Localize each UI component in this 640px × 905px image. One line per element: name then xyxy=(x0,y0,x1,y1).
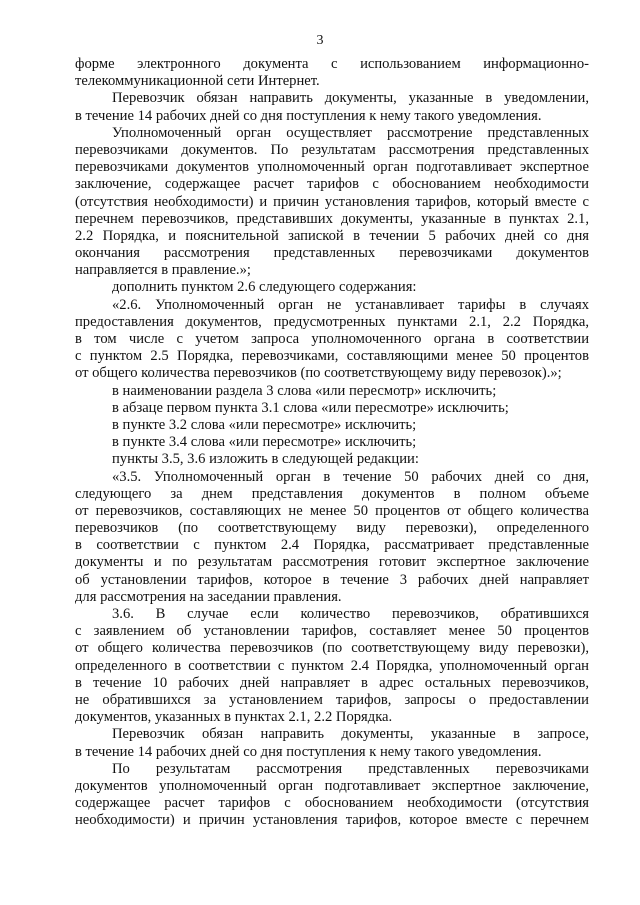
text-line: дополнить пунктом 2.6 следующего содержания: xyxy=(112,279,417,296)
text-line: для рассмотрения на заседании правления. xyxy=(75,588,342,605)
text-line: содержащее расчет тарифов с обоснованием необходимости (отсутствия xyxy=(75,795,589,812)
text-line: в пункте 3.4 слова «или пересмотре» исключить; xyxy=(112,434,417,451)
text-line: документов, указанных в пунктах 2.1, 2.2 Порядка. xyxy=(75,709,393,726)
text-line: с заявлением об установлении тарифов, составляет менее 50 процентов xyxy=(75,623,589,640)
text-line: от общего количества перевозчиков (по соответствующему виду перевозки), xyxy=(75,640,589,657)
text-line: направляется в правление.»; xyxy=(75,262,251,279)
text-line: предоставления документов, предусмотренных пунктами 2.1, 2.2 Порядка, xyxy=(75,313,589,330)
text-line: перевозчиками документов уполномоченный орган подготавливает экспертное xyxy=(75,159,589,176)
text-line: По результатам рассмотрения представленных перевозчиками xyxy=(112,760,589,777)
text-line: в наименовании раздела 3 слова «или пересмотр» исключить; xyxy=(112,382,497,399)
text-line: «2.6. Уполномоченный орган не устанавливает тарифы в случаях xyxy=(112,296,589,313)
text-line: форме электронного документа с использованием информационно- xyxy=(75,56,589,72)
text-line: от общего количества перевозчиков (по соответствующему виду перевозок).»; xyxy=(75,365,562,382)
text-line: заключение, содержащее расчет тарифов с обоснованием необходимости xyxy=(75,176,589,193)
text-line: в пункте 3.2 слова «или пересмотре» исключить; xyxy=(112,416,417,433)
text-line: в соответствии с пунктом 2.4 Порядка, рассматривает представленные xyxy=(75,537,589,554)
text-line: документы и по результатам рассмотрения готовит экспертное заключение xyxy=(75,554,589,571)
document-body xyxy=(75,56,589,829)
text-line: в течение 14 рабочих дней со дня поступления к нему такого уведомления. xyxy=(75,107,542,124)
text-line: телекоммуникационной сети Интернет. xyxy=(75,73,320,90)
text-line: с пунктом 2.5 Порядка, перевозчиками, составляющими менее 50 процентов xyxy=(75,348,589,365)
text-line: Уполномоченный орган осуществляет рассмотрение представленных xyxy=(112,124,589,141)
text-line: необходимости) и причин установления тарифов, которое вместе с перечнем xyxy=(75,812,589,829)
text-line: в абзаце первом пункта 3.1 слова «или пересмотре» исключить; xyxy=(112,399,509,416)
text-line: в течение 10 рабочих дней направляет в адрес остальных перевозчиков, xyxy=(75,674,589,691)
text-line: 3.6. В случае если количество перевозчиков, обратившихся xyxy=(112,606,589,622)
text-line: в течение 14 рабочих дней со дня поступления к нему такого уведомления. xyxy=(75,743,542,760)
text-line: от перевозчиков, составляющих не менее 50 процентов от общего количества xyxy=(75,502,589,519)
text-line: документов уполномоченный орган подготавливает экспертное заключение, xyxy=(75,777,589,794)
text-line: пункты 3.5, 3.6 изложить в следующей редакции: xyxy=(112,451,419,468)
text-line: в том числе с учетом запроса уполномоченного органа в соответствии xyxy=(75,331,589,347)
text-line: (отсутствия необходимости) и причин установления тарифов, который вместе с xyxy=(75,193,589,210)
page-number: 3 xyxy=(316,33,324,48)
text-line: окончания рассмотрения представленных перевозчиками документов xyxy=(75,245,589,262)
text-line: перечнем перевозчиков, представивших документы, указанные в пунктах 2.1, xyxy=(75,210,589,227)
text-line: перевозчиками документов. По результатам рассмотрения представленных xyxy=(75,141,589,158)
text-line: «3.5. Уполномоченный орган в течение 50 рабочих дней со дня, xyxy=(112,468,589,485)
text-line: перевозчиков (по соответствующему виду перевозки), определенного xyxy=(75,520,589,537)
text-line: об установлении тарифов, которое в течение 3 рабочих дней направляет xyxy=(75,571,589,588)
text-line: Перевозчик обязан направить документы, указанные в запросе, xyxy=(112,726,589,743)
text-line: не обратившихся за установлением тарифов, запросы о предоставлении xyxy=(75,691,589,708)
text-line: Перевозчик обязан направить документы, указанные в уведомлении, xyxy=(112,90,589,107)
text-line: 2.2 Порядка, и пояснительной запиской в течении 5 рабочих дней со дня xyxy=(75,227,589,244)
text-line: определенного в соответствии с пунктом 2.4 Порядка, уполномоченный орган xyxy=(75,657,589,674)
text-line: следующего за днем представления документов в полном объеме xyxy=(75,485,589,502)
